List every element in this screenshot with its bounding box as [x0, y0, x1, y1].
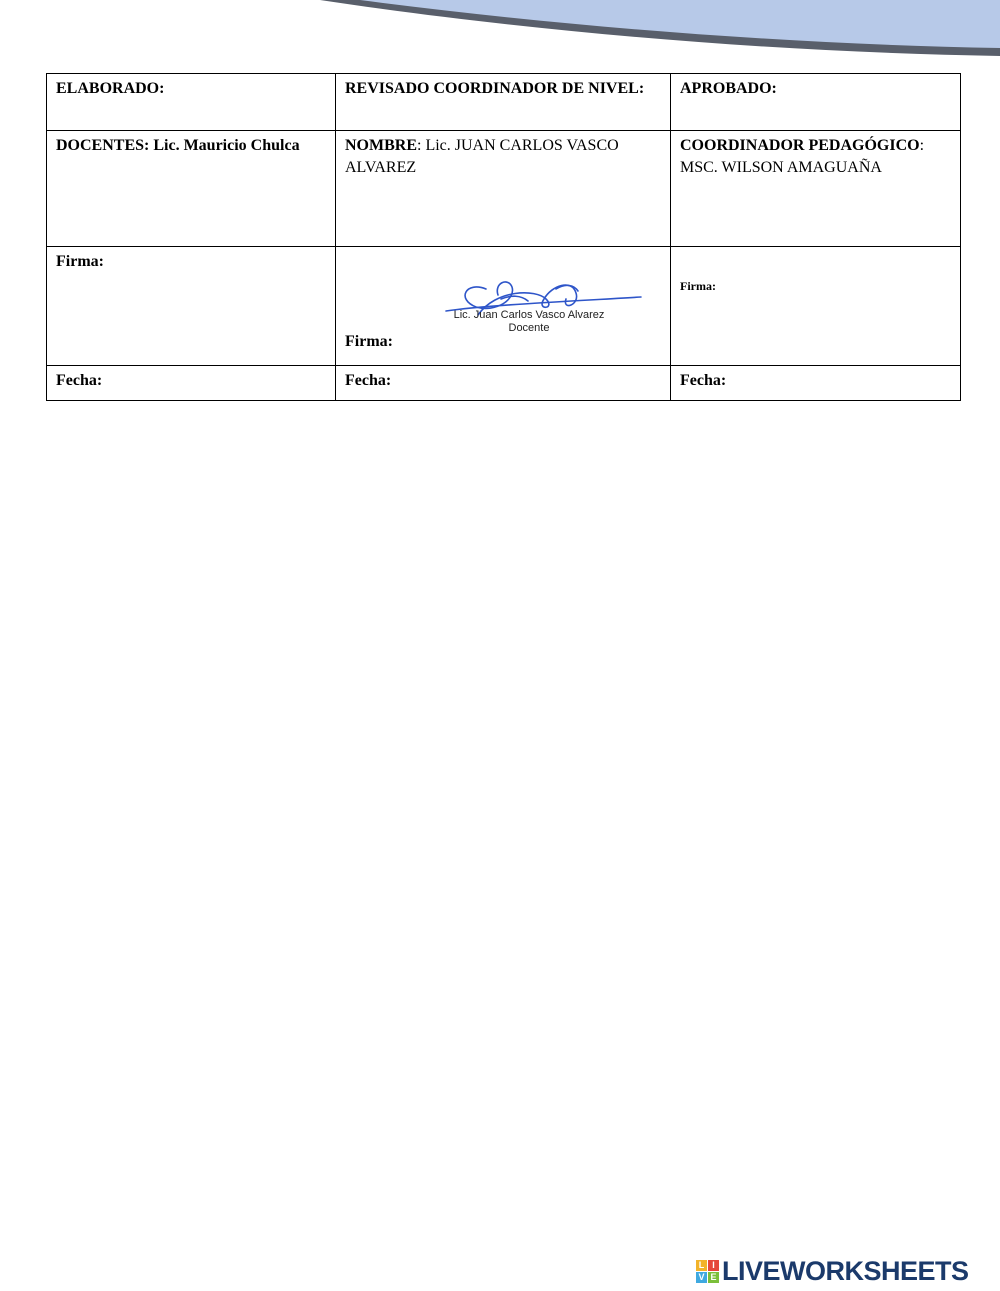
firma-aprobado: Firma: [680, 279, 716, 293]
firma-revisado: Firma: [345, 333, 393, 350]
fecha-revisado: Fecha: [336, 366, 671, 401]
nombre-label: NOMBRE [345, 137, 417, 154]
coordinador-label: COORDINADOR PEDAGÓGICO [680, 137, 920, 154]
approval-table [46, 73, 961, 401]
fecha-aprobado: Fecha: [671, 366, 961, 401]
signature-title: Docente [508, 322, 550, 334]
table-row-names [47, 131, 961, 247]
table-row-header [47, 74, 961, 131]
firma-aprobado-cell [671, 247, 961, 366]
signature-caption [424, 309, 634, 335]
elaborado-heading: ELABORADO: [47, 74, 336, 131]
cell-border-segment [335, 246, 402, 247]
liveworksheets-logo [696, 1256, 969, 1286]
signature-name: Lic. Juan Carlos Vasco Alvarez [453, 309, 605, 321]
liveworksheets-logo-icon: L I V E [696, 1260, 719, 1283]
nombre-value: : Lic. JUAN CARLOS VASCO ALVAREZ [345, 137, 619, 176]
table-row-signatures [47, 247, 961, 366]
firma-elaborado: Firma: [47, 247, 336, 366]
cell-border-segment [659, 246, 671, 247]
brand-name: LIVEWORKSHEETS [722, 1255, 969, 1286]
docentes-cell: DOCENTES: Lic. Mauricio Chulca [47, 131, 336, 247]
coordinador-cell [671, 131, 961, 247]
table-row-dates [47, 366, 961, 401]
revisado-heading: REVISADO COORDINADOR DE NIVEL: [336, 74, 671, 131]
coordinador-value: : MSC. WILSON AMAGUAÑA [680, 137, 925, 176]
fecha-elaborado: Fecha: [47, 366, 336, 401]
aprobado-heading: APROBADO: [671, 74, 961, 131]
nombre-cell [336, 131, 671, 247]
header-wave-decoration [0, 0, 1000, 70]
firma-revisado-cell [336, 247, 671, 366]
